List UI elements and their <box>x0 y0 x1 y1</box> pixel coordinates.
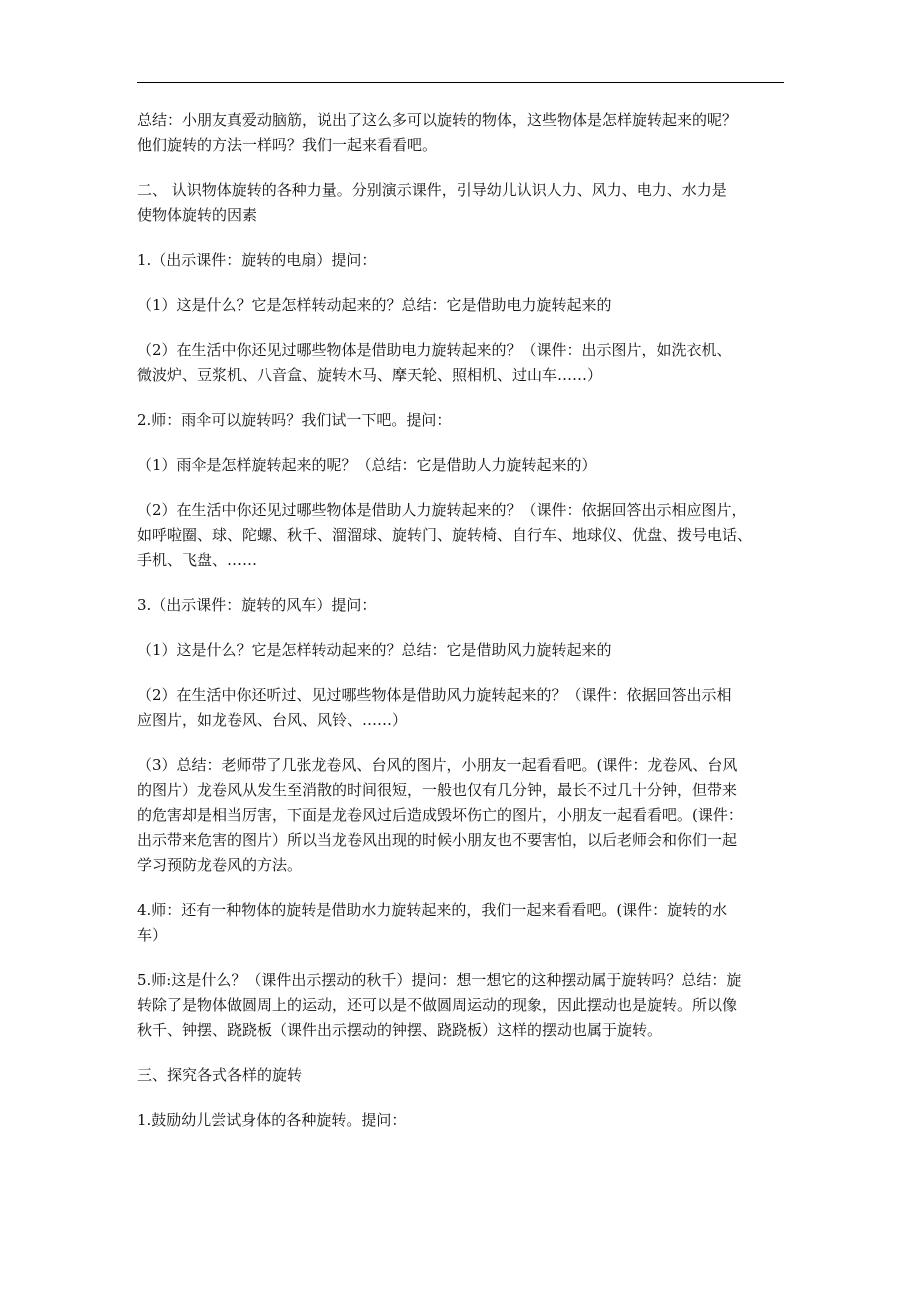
paragraph <box>137 1108 789 1133</box>
paragraph-line: 手机、飞盘、…… <box>137 551 258 569</box>
paragraph-gap <box>137 1088 789 1108</box>
paragraph-line: （1）雨伞是怎样旋转起来的呢？（总结：它是借助人力旋转起来的） <box>137 456 597 474</box>
paragraph-line: （2）在生活中你还听过、见过哪些物体是借助风力旋转起来的？（课件：依据回答出示相 <box>137 686 732 704</box>
paragraph-line: （2）在生活中你还见过哪些物体是借助电力旋转起来的？（课件：出示图片，如洗衣机、 <box>137 341 732 359</box>
paragraph <box>137 498 789 573</box>
paragraph-line: 三、探究各式各样的旋转 <box>137 1066 303 1084</box>
paragraph-gap <box>137 433 789 453</box>
paragraph-gap <box>137 948 789 968</box>
paragraph-line: 的危害却是相当厉害，下面是龙卷风过后造成毁坏伤亡的图片，小朋友一起看看吧。(课件： <box>137 806 743 824</box>
paragraph-line: 如呼啦圈、球、陀螺、秋千、溜溜球、旋转门、旋转椅、自行车、地球仪、优盘、拨号电话、 <box>137 526 753 544</box>
paragraph-line: 出示带来危害的图片）所以当龙卷风出现的时候小朋友也不要害怕，以后老师会和你们一起 <box>137 831 738 849</box>
paragraph-line: 4.师：还有一种物体的旋转是借助水力旋转起来的，我们一起来看看吧。(课件：旋转的水 <box>137 901 728 919</box>
paragraph-line: 学习预防龙卷风的方法。 <box>137 856 303 874</box>
paragraph-gap <box>137 1043 789 1063</box>
paragraph-line: 使物体旋转的因素 <box>137 206 258 224</box>
paragraph-gap <box>137 733 789 753</box>
paragraph-line: （3）总结：老师带了几张龙卷风、台风的图片，小朋友一起看看吧。(课件：龙卷风、台风 <box>137 756 738 774</box>
paragraph-line: 的图片）龙卷风从发生至消散的时间很短，一般也仅有几分钟，最长不过几十分钟，但带来 <box>137 781 738 799</box>
paragraph <box>137 338 789 388</box>
paragraph-gap <box>137 618 789 638</box>
paragraph-line: （1）这是什么？它是怎样转动起来的？总结：它是借助风力旋转起来的 <box>137 641 612 659</box>
header-rule <box>137 82 784 83</box>
paragraph <box>137 898 789 948</box>
paragraph-line: 车） <box>137 926 168 944</box>
paragraph-line: 微波炉、豆浆机、八音盒、旋转木马、摩天轮、照相机、过山车……） <box>137 366 603 384</box>
paragraph-line: 他们旋转的方法一样吗？我们一起来看看吧。 <box>137 136 438 154</box>
paragraph <box>137 593 789 618</box>
paragraph <box>137 453 789 478</box>
paragraph <box>137 968 789 1043</box>
paragraph-gap <box>137 158 789 178</box>
paragraph <box>137 753 789 878</box>
paragraph-gap <box>137 318 789 338</box>
paragraph-line: 1.（出示课件：旋转的电扇）提问： <box>137 251 377 269</box>
paragraph-line: 1.鼓励幼儿尝试身体的各种旋转。提问： <box>137 1111 407 1129</box>
paragraph <box>137 108 789 158</box>
paragraph-gap <box>137 573 789 593</box>
document-body <box>137 108 789 1133</box>
paragraph <box>137 178 789 228</box>
paragraph <box>137 408 789 433</box>
paragraph-gap <box>137 663 789 683</box>
paragraph-line: 二、 认识物体旋转的各种力量。分别演示课件，引导幼儿认识人力、风力、电力、水力是 <box>137 181 727 199</box>
paragraph-line: 应图片，如龙卷风、台风、风铃、……） <box>137 711 408 729</box>
paragraph <box>137 248 789 273</box>
paragraph-gap <box>137 478 789 498</box>
paragraph-line: （1）这是什么？它是怎样转动起来的？总结：它是借助电力旋转起来的 <box>137 296 612 314</box>
paragraph-gap <box>137 878 789 898</box>
paragraph-line: 3.（出示课件：旋转的风车）提问： <box>137 596 377 614</box>
paragraph-line: 转除了是物体做圆周上的运动，还可以是不做圆周运动的现象，因此摆动也是旋转。所以像 <box>137 996 738 1014</box>
paragraph <box>137 1063 789 1088</box>
paragraph-line: 5.师:这是什么？（课件出示摆动的秋千）提问：想一想它的这种摆动属于旋转吗？总结：旋 <box>137 971 742 989</box>
paragraph-line: （2）在生活中你还见过哪些物体是借助人力旋转起来的？（课件：依据回答出示相应图片， <box>137 501 747 519</box>
paragraph <box>137 638 789 663</box>
paragraph-gap <box>137 228 789 248</box>
paragraph <box>137 683 789 733</box>
paragraph-gap <box>137 388 789 408</box>
paragraph-line: 2.师：雨伞可以旋转吗？我们试一下吧。提问： <box>137 411 452 429</box>
paragraph-gap <box>137 273 789 293</box>
paragraph <box>137 293 789 318</box>
paragraph-line: 总结：小朋友真爱动脑筋，说出了这么多可以旋转的物体，这些物体是怎样旋转起来的呢？ <box>137 111 738 129</box>
paragraph-line: 秋千、钟摆、跷跷板（课件出示摆动的钟摆、跷跷板）这样的摆动也属于旋转。 <box>137 1021 663 1039</box>
